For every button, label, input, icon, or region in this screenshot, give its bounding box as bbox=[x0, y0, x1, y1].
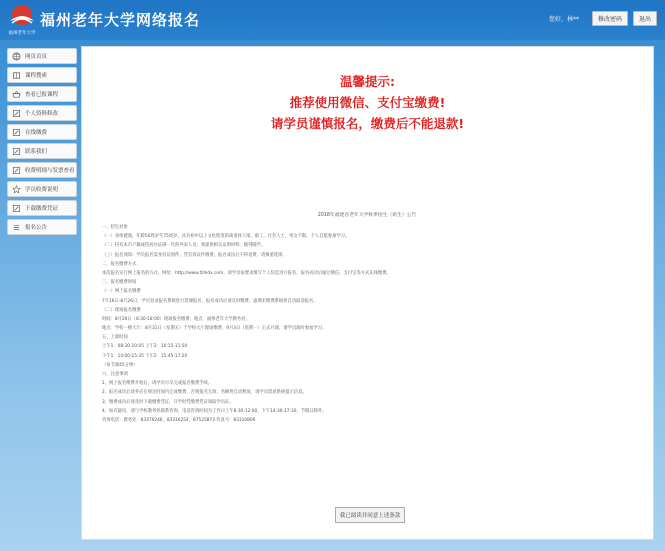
sidebar-item-profile[interactable] bbox=[7, 105, 77, 121]
change-password-button[interactable]: 修改密码 bbox=[592, 11, 628, 26]
user-area bbox=[549, 11, 657, 26]
edit-icon bbox=[12, 128, 21, 137]
announcement-title: 2018年福建省老年大学秋季招生（新生）公告 bbox=[317, 213, 417, 218]
sidebar-item-announcement[interactable] bbox=[7, 219, 77, 235]
announcement-line: 7月16日-8月26日，学员登录报名系统进行选课报名，报名成功后请及时缴费，逾期未缴费系统将自动取消报名。 bbox=[102, 298, 318, 304]
announcement-line: 2、报名成功后请务必在规定时间内完成缴费，否则报名无效，名额将自动释放，请学员留意系统提示信息。 bbox=[102, 390, 307, 396]
agree-terms-button[interactable]: 我已阅读并同意上述条款 bbox=[335, 507, 405, 523]
logout-button[interactable]: 退出 bbox=[633, 11, 657, 26]
star-icon bbox=[12, 185, 21, 194]
announcement-line: 二、报名缴费方式 bbox=[102, 261, 137, 267]
announcement-line: 上午1：08:30-10:05 上午2：10:15-11:50 bbox=[102, 344, 188, 350]
sidebar-item-online-payment[interactable] bbox=[7, 124, 77, 140]
edit-icon bbox=[12, 147, 21, 156]
logo-text: 福州老年大学 bbox=[8, 30, 36, 35]
announcement-line: 1、网上报名缴费开始后，请学员尽早完成报名缴费手续。 bbox=[102, 381, 213, 387]
sidebar-item-label: 查看已报课程 bbox=[25, 92, 59, 98]
sidebar-item-label: 在线缴费 bbox=[25, 130, 48, 136]
announcement-line: 时间：8月20日（8:30-18:00）现场报名缴费，地点：福州老年大学教务处。 bbox=[102, 316, 250, 322]
notice-refund-warning: 请学员谨慎报名，缴费后不能退款! bbox=[270, 116, 465, 131]
announcement-line: （二）持有本市户籍或持居住证满一年的外来人员，须提供相关证明材料，随到随学。 bbox=[102, 243, 266, 249]
sidebar-item-invoices[interactable] bbox=[7, 162, 77, 178]
announcement-line: （三）报名须知：学员报名需身份证原件，凭有效证件缴费，报名成功后不得退费，请慎重选择。 bbox=[102, 252, 287, 258]
announcement-line: （一）网上报名缴费 bbox=[102, 289, 141, 295]
list-icon bbox=[12, 223, 21, 232]
announcement-line: 4、如有疑问，请与学校教务处联系咨询，电话咨询时间为工作日上午8:30-12:00，下午14:30-17:30，节假日除外。 bbox=[102, 408, 327, 414]
site-title: 福州老年大学网络报名 bbox=[40, 11, 201, 29]
announcement-line: （每节课45分钟） bbox=[102, 362, 138, 368]
sidebar-nav bbox=[7, 48, 77, 238]
top-header bbox=[0, 0, 665, 40]
announcement-line: 地点：学校一楼大厅：8月31日（星期五）于学校大厅现场缴费，9月3日（星期一）正式开课，请学员准时参加学习。 bbox=[102, 326, 327, 332]
enrollment-announcement bbox=[102, 211, 632, 425]
announcement-line: 下午1：14:00-15:35 下午2：15:45-17:20 bbox=[102, 353, 188, 359]
welcome-text: 您好，林** bbox=[548, 16, 579, 23]
sidebar-item-label: 联系我们 bbox=[25, 149, 48, 155]
sidebar-item-registered-courses[interactable] bbox=[7, 86, 77, 102]
sidebar-item-label: 学员收费说明 bbox=[25, 187, 59, 193]
sidebar-item-course-search[interactable] bbox=[7, 67, 77, 83]
announcement-line: 一、招生对象 bbox=[102, 225, 128, 230]
sidebar-item-label: 收费明细与发票查看 bbox=[25, 168, 75, 174]
edit-icon bbox=[12, 109, 21, 118]
sidebar-item-contact[interactable] bbox=[7, 143, 77, 159]
notice-payment-tip: 推荐使用微信、支付宝缴费! bbox=[289, 95, 446, 110]
school-logo-icon bbox=[8, 3, 36, 37]
announcement-line: 3、缴费成功后请及时下载缴费凭证，开学时凭缴费凭证领取学员证。 bbox=[102, 399, 234, 405]
warm-notice bbox=[82, 71, 653, 134]
announcement-line: 本次报名实行网上报名的方式，网址：http://www.fzlndx.com，请学员按要求填写个人信息进行报名，报名成功后通过微信、支付宝等方式在线缴费。 bbox=[102, 270, 391, 276]
announcement-line: （一）身体健康，年龄50周岁至75周岁，具有初中以上文化程度的离退休干部、职工，社会人士，男女不限，个人自愿参加学习。 bbox=[102, 234, 350, 240]
edit-icon bbox=[12, 166, 21, 175]
sidebar-item-label: 个人资料修改 bbox=[25, 111, 59, 117]
announcement-line: 三、报名缴费时间 bbox=[102, 280, 137, 286]
book-icon bbox=[12, 71, 21, 80]
announcement-line: 六、注意事项 bbox=[102, 372, 128, 377]
sidebar-item-label: 下载缴费凭证 bbox=[25, 206, 59, 212]
sidebar-item-fee-info[interactable] bbox=[7, 181, 77, 197]
announcement-line: 咨询电话：教务处：83376246，83316254，87525873 传真号：83310806 bbox=[102, 417, 256, 423]
globe-icon bbox=[12, 52, 21, 61]
sidebar-item-label: 报名公告 bbox=[25, 225, 48, 231]
sidebar-item-home[interactable] bbox=[7, 48, 77, 64]
announcement-line: （二）现场报名缴费 bbox=[102, 307, 141, 313]
sidebar-item-label: 网页首页 bbox=[25, 54, 48, 60]
basket-icon bbox=[12, 90, 21, 99]
notice-heading: 温馨提示: bbox=[340, 74, 395, 89]
main-content bbox=[81, 46, 654, 540]
edit-icon bbox=[12, 204, 21, 213]
sidebar-item-download-receipt[interactable] bbox=[7, 200, 77, 216]
sidebar-item-label: 课程搜索 bbox=[25, 73, 48, 79]
announcement-line: 五、上课时间 bbox=[102, 335, 128, 341]
